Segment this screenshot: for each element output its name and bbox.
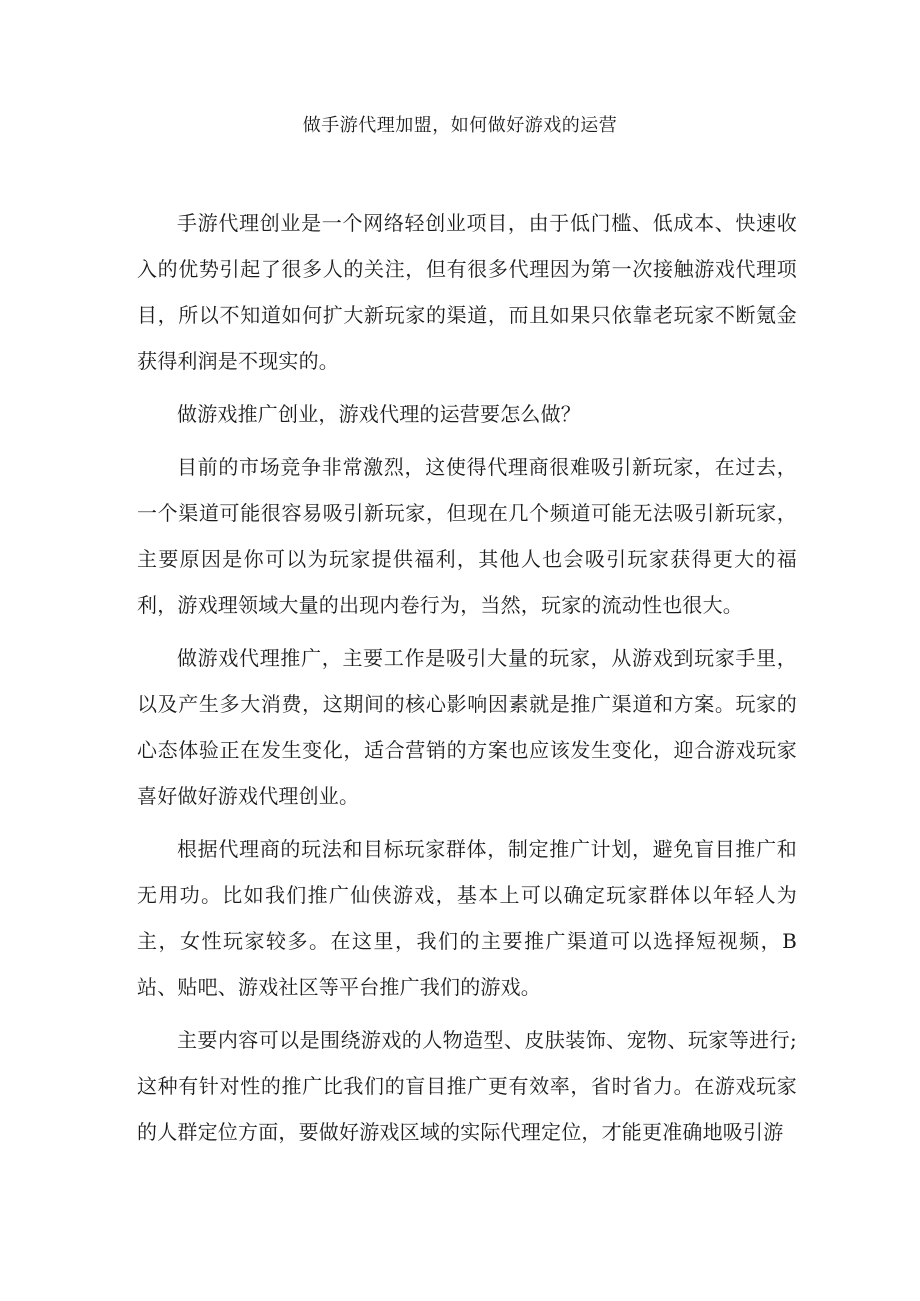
paragraph-intro: 手游代理创业是一个网络轻创业项目，由于低门槛、低成本、快速收入的优势引起了很多人的关注，但有很多代理因为第一次接触游戏代理项目，所以不知道如何扩大新玩家的渠道，而且如果只依靠老玩家不断氪金获得利润是不现实的。 bbox=[137, 211, 797, 373]
document-title: 做手游代理加盟，如何做好游戏的运营 bbox=[302, 115, 618, 136]
paragraph-target-players: 根据代理商的玩法和目标玩家群体，制定推广计划，避免盲目推广和无用功。比如我们推广仙侠游戏，基本上可以确定玩家群体以年轻人为主，女性玩家较多。在这里，我们的主要推广渠道可以选择短视频，B 站、贴吧、游戏社区等平台推广我们的游戏。 bbox=[137, 837, 797, 999]
paragraph-market-competition: 目前的市场竞争非常激烈，这使得代理商很难吸引新玩家，在过去，一个渠道可能很容易吸引新玩家，但现在几个频道可能无法吸引新玩家，主要原因是你可以为玩家提供福利，其他人也会吸引玩家获得更大的福利，游戏理领域大量的出现内卷行为，当然，玩家的流动性也很大。 bbox=[137, 455, 797, 617]
paragraph-content-focus: 主要内容可以是围绕游戏的人物造型、皮肤装饰、宠物、玩家等进行;这种有针对性的推广比我们的盲目推广更有效率，省时省力。在游戏玩家的人群定位方面，要做好游戏区域的实际代理定位，才能更准确地吸引游 bbox=[137, 1028, 797, 1144]
document-body bbox=[137, 200, 797, 1162]
paragraph-promotion-work: 做游戏代理推广，主要工作是吸引大量的玩家，从游戏到玩家手里，以及产生多大消费，这期间的核心影响因素就是推广渠道和方案。玩家的心态体验正在发生变化，适合营销的方案也应该发生变化，迎合游戏玩家喜好做好游戏代理创业。 bbox=[137, 646, 797, 808]
paragraph-question: 做游戏推广创业，游戏代理的运营要怎么做？ bbox=[177, 402, 581, 426]
